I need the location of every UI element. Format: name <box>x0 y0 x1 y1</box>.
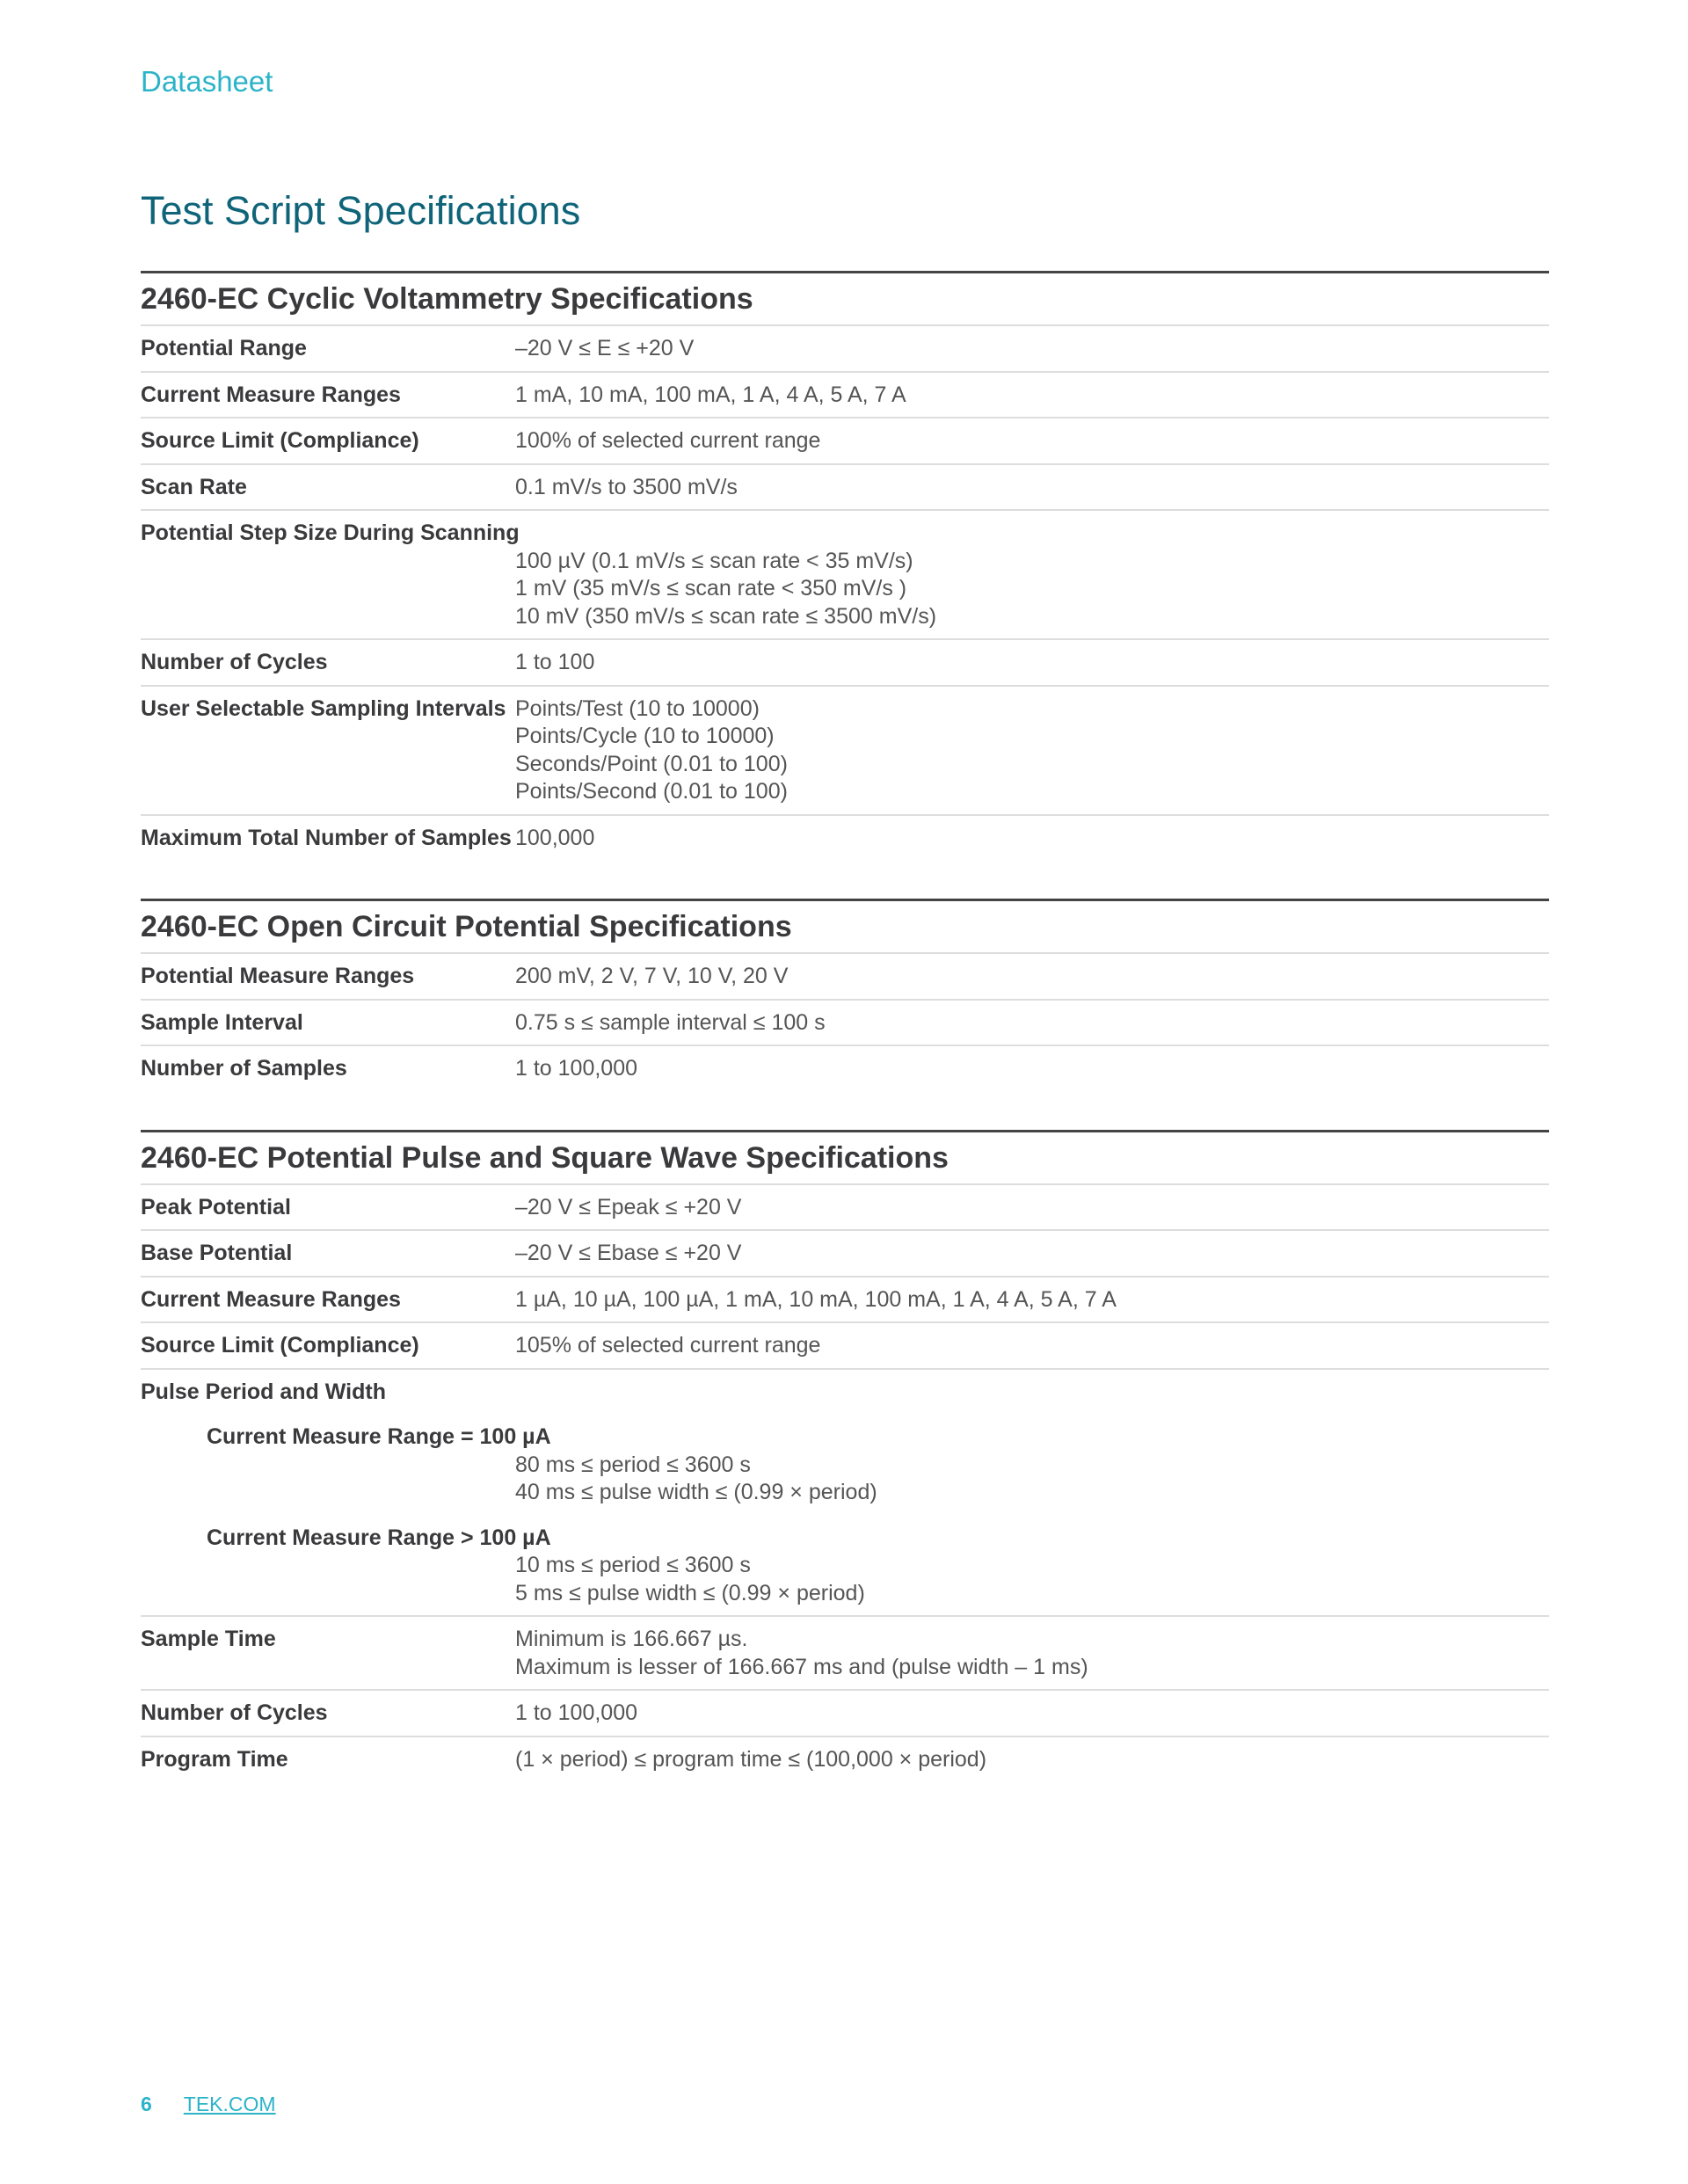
spec-label: User Selectable Sampling Intervals <box>141 695 506 721</box>
spec-value-line: 1 to 100,000 <box>515 1700 638 1725</box>
section-heading: 2460-EC Potential Pulse and Square Wave Specifications <box>141 1132 1549 1185</box>
spec-section <box>141 1130 1549 1782</box>
spec-value <box>515 649 594 677</box>
spec-row <box>141 419 1549 465</box>
spec-row <box>141 1691 1549 1737</box>
spec-value <box>515 474 738 502</box>
spec-value-line: 10 mV (350 mV/s ≤ scan rate ≤ 3500 mV/s) <box>515 603 937 629</box>
spec-row <box>141 816 1549 861</box>
spec-label: Scan Rate <box>141 474 247 499</box>
spec-value-line: 0.1 mV/s to 3500 mV/s <box>515 474 738 499</box>
spec-label: Number of Samples <box>141 1056 347 1081</box>
spec-value-line: 1 mV (35 mV/s ≤ scan rate < 350 mV/s ) <box>515 576 907 601</box>
spec-value-line: 200 mV, 2 V, 7 V, 10 V, 20 V <box>515 964 789 988</box>
spec-row <box>141 1617 1549 1691</box>
spec-sub-label: Current Measure Range > 100 µA <box>207 1525 551 1550</box>
spec-label: Source Limit (Compliance) <box>141 428 419 453</box>
spec-value <box>515 1332 820 1360</box>
spec-value <box>515 1552 1549 1607</box>
spec-row <box>141 1185 1549 1232</box>
spec-value-line: Points/Cycle (10 to 10000) <box>515 724 775 748</box>
spec-value-line: 5 ms ≤ pulse width ≤ (0.99 × period) <box>515 1580 865 1605</box>
spec-label: Number of Cycles <box>141 650 328 674</box>
spec-value <box>515 695 788 806</box>
spec-section <box>141 271 1549 860</box>
spec-label: Number of Cycles <box>141 1700 328 1725</box>
spec-label: Source Limit (Compliance) <box>141 1333 419 1358</box>
spec-value-line: 80 ms ≤ period ≤ 3600 s <box>515 1452 751 1477</box>
spec-row <box>141 1370 1549 1618</box>
spec-value-line: 1 to 100,000 <box>515 1056 638 1081</box>
spec-value <box>515 1452 1549 1507</box>
header-label: Datasheet <box>141 65 273 98</box>
page-title: Test Script Specifications <box>141 188 581 233</box>
spec-value-line: Points/Second (0.01 to 100) <box>515 779 788 804</box>
spec-value-line: (1 × period) ≤ program time ≤ (100,000 × period) <box>515 1746 987 1772</box>
spec-value <box>515 548 1549 631</box>
spec-row <box>141 1231 1549 1278</box>
spec-value-line: Points/Test (10 to 10000) <box>515 695 760 721</box>
spec-value-line: 100 µV (0.1 mV/s ≤ scan rate < 35 mV/s) <box>515 548 913 573</box>
spec-label: Current Measure Ranges <box>141 1286 401 1312</box>
spec-value-line: 100,000 <box>515 825 595 850</box>
spec-label: Potential Step Size During Scanning <box>141 521 520 545</box>
spec-row <box>141 465 1549 512</box>
spec-label: Peak Potential <box>141 1194 291 1219</box>
spec-value-line: 1 µA, 10 µA, 100 µA, 1 mA, 10 mA, 100 mA, 1 A, 4 A, 5 A, 7 A <box>515 1286 1117 1312</box>
spec-value <box>515 1286 1117 1314</box>
spec-value <box>515 1700 637 1728</box>
spec-label: Potential Measure Ranges <box>141 964 415 988</box>
spec-label: Maximum Total Number of Samples <box>141 825 512 850</box>
spec-row <box>141 1737 1549 1782</box>
spec-value <box>515 825 594 853</box>
spec-value-line: Maximum is lesser of 166.667 ms and (pulse width – 1 ms) <box>515 1654 1088 1679</box>
spec-row <box>141 326 1549 373</box>
footer <box>141 2093 276 2116</box>
spec-value <box>515 427 820 455</box>
spec-value-line: 1 mA, 10 mA, 100 mA, 1 A, 4 A, 5 A, 7 A <box>515 382 906 407</box>
spec-value <box>515 1240 741 1268</box>
spec-value <box>515 1055 637 1083</box>
spec-label: Potential Range <box>141 336 307 360</box>
spec-value-line: 0.75 s ≤ sample interval ≤ 100 s <box>515 1009 826 1035</box>
spec-content <box>141 271 1549 1820</box>
tek-link[interactable]: TEK.COM <box>183 2093 276 2115</box>
spec-label: Pulse Period and Width <box>141 1379 386 1404</box>
spec-value-line: Minimum is 166.667 µs. <box>515 1627 748 1651</box>
spec-value-line: –20 V ≤ Ebase ≤ +20 V <box>515 1241 742 1265</box>
spec-row <box>141 1001 1549 1047</box>
spec-row <box>141 954 1549 1001</box>
spec-value-line: 1 to 100 <box>515 650 595 674</box>
spec-row <box>141 373 1549 419</box>
spec-row <box>141 511 1549 640</box>
spec-value-line: 10 ms ≤ period ≤ 3600 s <box>515 1553 751 1577</box>
spec-value <box>515 382 906 410</box>
spec-value <box>515 1626 1088 1681</box>
spec-label: Sample Interval <box>141 1009 303 1035</box>
spec-row <box>141 1046 1549 1091</box>
section-heading: 2460-EC Open Circuit Potential Specifications <box>141 901 1549 954</box>
spec-value <box>515 1746 986 1774</box>
spec-value-line: 100% of selected current range <box>515 428 821 453</box>
spec-section <box>141 899 1549 1091</box>
spec-value-line: 40 ms ≤ pulse width ≤ (0.99 × period) <box>515 1480 877 1504</box>
spec-value-line: Seconds/Point (0.01 to 100) <box>515 751 788 776</box>
spec-value <box>515 963 788 991</box>
spec-row <box>141 640 1549 687</box>
spec-label: Base Potential <box>141 1241 293 1265</box>
spec-label: Program Time <box>141 1746 288 1772</box>
spec-row <box>141 1278 1549 1324</box>
spec-value <box>515 335 694 363</box>
spec-value <box>515 1194 741 1222</box>
spec-value-line: 105% of selected current range <box>515 1333 821 1358</box>
spec-label: Current Measure Ranges <box>141 382 401 407</box>
spec-sub-label: Current Measure Range = 100 µA <box>207 1424 551 1449</box>
spec-row <box>141 1323 1549 1370</box>
page-number: 6 <box>141 2093 152 2115</box>
spec-value-line: –20 V ≤ E ≤ +20 V <box>515 336 695 360</box>
spec-label: Sample Time <box>141 1627 276 1651</box>
spec-row <box>141 687 1549 816</box>
spec-value <box>515 1009 826 1037</box>
section-heading: 2460-EC Cyclic Voltammetry Specifications <box>141 273 1549 326</box>
spec-value-line: –20 V ≤ Epeak ≤ +20 V <box>515 1194 742 1219</box>
